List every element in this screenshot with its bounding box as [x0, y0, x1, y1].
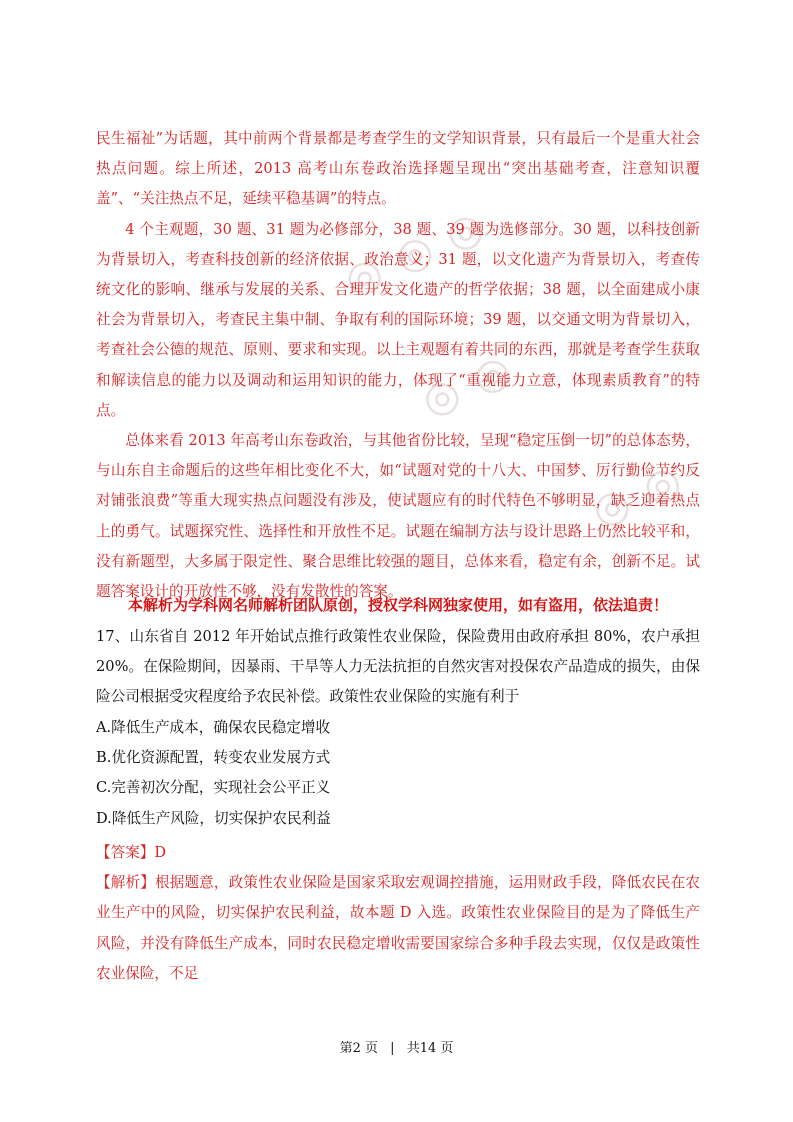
- analysis-paragraph-3: 总体来看 2013 年高考山东卷政治，与其他省份比较，呈现“稳定压倒一切”的总体态势，与山东自主命题后的这些年相比变化不大，如“试题对党的十八大、中国梦、厉行勤俭节约反对铺张浪费”等重大现实热点问题没有涉及，使试题应有的时代特色不够明显，缺乏迎着热点上的勇气。试题探究性、选择性和开放性不足。试题在编制方法与设计思路上仍然比较平和，没有新题型，大多属于限定性、聚合思维比较强的题目，总体来看，稳定有余，创新不足。试题答案设计的开放性不够，没有发散性的答案。: [96, 432, 700, 601]
- answer-explanation: 【解析】根据题意，政策性农业保险是国家采取宏观调控措施，运用财政手段，降低农民在农业生产中的风险，切实保护农民利益，故本题 D 入选。政策性农业保险目的是为了降低生产风险，并没有降低生产成本，同时农民稳定增收需要国家综合多种手段去实现，仅仅是政策性农业保险，不足: [96, 874, 700, 982]
- answer-block: [96, 838, 700, 989]
- question-stem: 17、山东省自 2012 年开始试点推行政策性农业保险，保险费用由政府承担 80%，农户承担 20%。在保险期间，因暴雨、干旱等人力无法抗拒的自然灾害对投保农产品造成的损失，由保险公司根据受灾程度给予农民补偿。政策性农业保险的实施有利于: [96, 628, 700, 706]
- analysis-paragraph-2: 4 个主观题，30 题、31 题为必修部分，38 题、39 题为选修部分。30 题，以科技创新为背景切入，考查科技创新的经济依据、政治意义；31 题，以文化遗产为背景切入，考查传统文化的影响、继承与发展的关系、合理开发文化遗产的哲学依据；38 题，以全面建成小康社会为背景切入，考查民主集中制、争取有利的国际环境；39 题，以交通文明为背景切入，考查社会公德的规范、原则、要求和实现。以上主观题有着共同的东西，那就是考查学生获取和解读信息的能力以及调动和运用知识的能力，体现了“重视能力立意，体现素质教育”的特点。: [96, 220, 700, 419]
- analysis-paragraph-1: 民生福祉”为话题，其中前两个背景都是考查学生的文学知识背景，只有最后一个是重大社会热点问题。综上所述，2013 高考山东卷政治选择题呈现出“突出基础考查，注意知识覆盖”、“关注热点不足，延续平稳基调”的特点。: [96, 130, 700, 208]
- watermark-logo: ◎ ◎: [414, 343, 520, 426]
- option-b: B.优化资源配置，转变农业发展方式: [96, 749, 331, 766]
- options-list: [96, 713, 700, 835]
- option-a: A.降低生产成本，确保农民稳定增收: [96, 718, 331, 736]
- watermark-logo: ◎ ◎ ◎: [336, 199, 493, 306]
- question-block: [96, 622, 700, 834]
- analysis-section: [96, 124, 700, 607]
- page-number: 第2 页: [339, 1041, 379, 1056]
- page-footer: [0, 1037, 793, 1056]
- option-d: D.降低生产风险，切实保护农民利益: [96, 809, 331, 827]
- option-c: C.完善初次分配，实现社会公平正义: [96, 779, 331, 797]
- footer-separator: |: [390, 1041, 395, 1056]
- copyright-notice: 本解析为学科网名师解析团队原创，授权学科网独家使用，如有盗用，依法追责！: [127, 596, 668, 614]
- total-pages: 共14 页: [406, 1041, 454, 1056]
- answer-label: 【答案】D: [96, 844, 167, 861]
- watermark-logo: ◎ ◎: [584, 453, 690, 536]
